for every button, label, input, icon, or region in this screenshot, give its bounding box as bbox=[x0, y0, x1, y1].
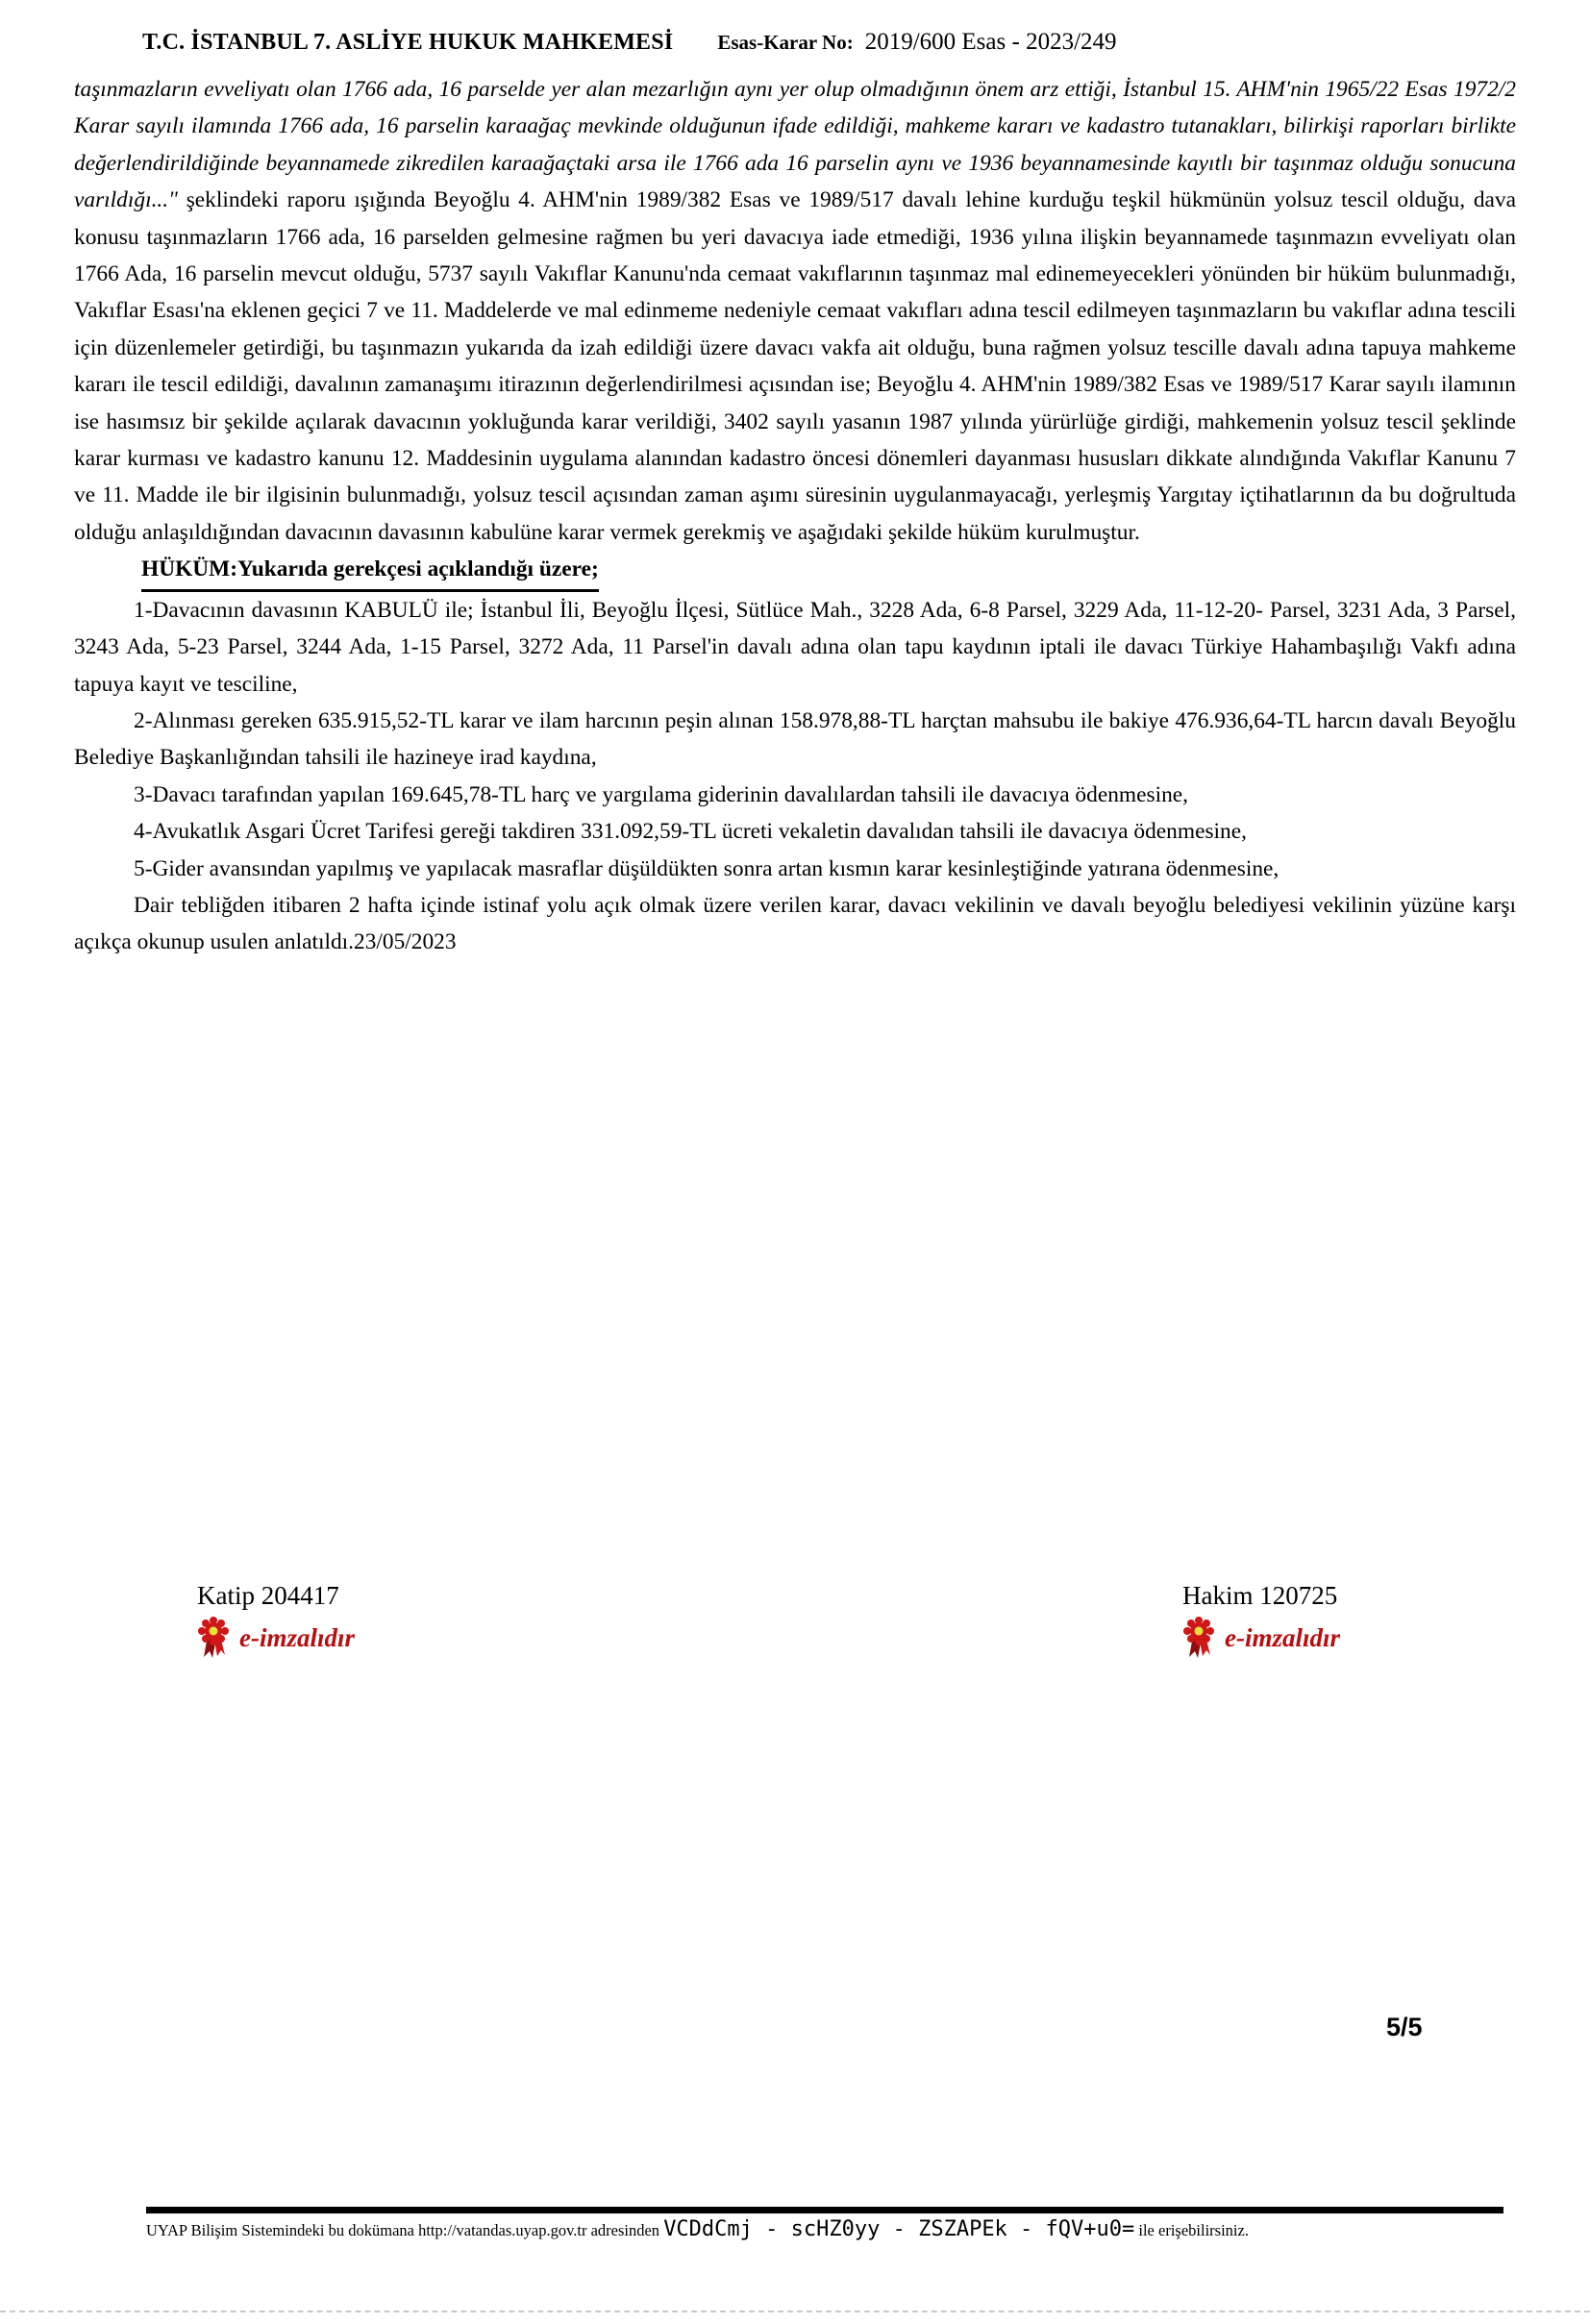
footer-access-line bbox=[146, 2217, 1503, 2241]
document-body bbox=[74, 71, 1516, 961]
court-title: T.C. İSTANBUL 7. ASLİYE HUKUK MAHKEMESİ bbox=[142, 30, 674, 55]
ruling-item-5: 5-Gider avansından yapılmış ve yapılacak masraflar düşüldükten sonra artan kısmın karar kesinleştiğinde yatırana ödenmesine, bbox=[134, 855, 1279, 881]
ruling-item-4: 4-Avukatlık Asgari Ücret Tarifesi gereği takdiren 331.092,59-TL ücreti vekaletin davalıdan tahsili ile davacıya ödenmesine, bbox=[134, 819, 1247, 845]
judge-title: Hakim 120725 bbox=[1182, 1581, 1338, 1610]
expert-report-quote: taşınmazların evveliyatı olan 1766 ada, 16 parselde yer alan mezarlığın aynı yer olup olmadığının önem arz ettiği, İstanbul 15. AHM'nin 1965/22 Esas 1972/2 Karar sayılı ilamında 1766 ada, 16 parselin karaağaç mevkinde olduğunun ifade edildiği, mahkeme kararı ve kadastro tutanakları, bilirkişi raporları birlikte değerlendirildiğinde beyannamede zikredilen karaağaçtaki arsa ile 1766 ada 16 parselin aynı ve 1936 beyannamesinde kayıtlı bir taşınmaz olduğu sonucuna varıldığı..." bbox=[74, 77, 1516, 213]
esas-karar-label: Esas-Karar No: bbox=[717, 31, 854, 54]
ruling-item-3: 3-Davacı tarafından yapılan 169.645,78-TL harç ve yargılama giderinin davalılardan tahsili ile davacıya ödenmesine, bbox=[134, 781, 1188, 807]
judge-esign-label: e-imzalıdır bbox=[1225, 1622, 1340, 1652]
ruling-item-2: 2-Alınması gereken 635.915,52-TL karar ve ilam harcının peşin alınan 158.978,88-TL harçtan mahsubu ile bakiye 476.936,64-TL harcın davalı Beyoğlu Belediye Başkanlığından tahsili ile hazineye irad kaydına, bbox=[74, 707, 1516, 771]
footer-access-code: VCDdCmj - scHZ0yy - ZSZAPEk - fQV+u0= bbox=[663, 2217, 1135, 2241]
e-seal-icon bbox=[197, 1617, 230, 1659]
footer bbox=[146, 2207, 1503, 2241]
footer-suffix: ile erişebilirsiniz. bbox=[1134, 2221, 1249, 2239]
clerk-title: Katip 204417 bbox=[197, 1581, 339, 1610]
e-seal-icon bbox=[1182, 1617, 1215, 1659]
hukum-heading: HÜKÜM:Yukarıda gerekçesi açıklandığı üzere; bbox=[141, 551, 599, 591]
esas-karar-value: 2019/600 Esas - 2023/249 bbox=[864, 29, 1117, 55]
ruling-item-1: 1-Davacının davasının KABULÜ ile; İstanbul İli, Beyoğlu İlçesi, Sütlüce Mah., 3228 Ada, 6-8 Parsel, 3229 Ada, 11-12-20- Parsel, 3231 Ada, 3 Parsel, 3243 Ada, 5-23 Parsel, 3244 Ada, 1-15 Parsel, 3272 Ada, 11 Parsel'in davalı adına olan tapu kaydının iptali ile davacı Türkiye Hahambaşılığı Vakfı adına tapuya kayıt ve tesciline, bbox=[74, 597, 1516, 697]
footer-prefix: UYAP Bilişim Sistemindeki bu dokümana http://vatandas.uyap.gov.tr adresinden bbox=[146, 2221, 664, 2239]
judge-signature-block bbox=[1182, 1581, 1586, 1659]
judge-esign-row bbox=[1182, 1617, 1586, 1659]
hukum-heading-row bbox=[74, 551, 1516, 591]
closing-paragraph: Dair tebliğden itibaren 2 hafta içinde istinaf yolu açık olmak üzere verilen karar, davacı vekilinin ve davalı beyoğlu belediyesi vekilinin yüzüne karşı açıkça okunup usulen anlatıldı.23/05/2023 bbox=[74, 892, 1516, 955]
clerk-esign-label: e-imzalıdır bbox=[239, 1622, 355, 1652]
clerk-esign-row bbox=[197, 1617, 601, 1659]
page-number: 5/5 bbox=[1386, 2013, 1423, 2041]
header bbox=[142, 29, 1532, 56]
clerk-signature-block bbox=[197, 1581, 601, 1659]
scan-artifact-line bbox=[0, 2311, 1590, 2312]
reasoning-text: şeklindeki raporu ışığında Beyoğlu 4. AHM'nin 1989/382 Esas ve 1989/517 davalı lehine kurduğu teşkil hükmünün yolsuz tescil olduğu, dava konusu taşınmazların 1766 ada, 16 parselden gelmesine rağmen bu yeri davacıya iade etmediği, 1936 yılına ilişkin beyannamede taşınmazın evveliyatı olan 1766 Ada, 16 parselin mevcut olduğu, 5737 sayılı Vakıflar Kanunu'nda cemaat vakıflarının taşınmaz mal edinemeyecekleri yönünden bir hüküm bulunmadığı, Vakıflar Esası'na eklenen geçici 7 ve 11. Maddelerde ve mal edinmeme nedeniyle cemaat vakıfları adına tescil edilmeyen taşınmazların bu vakıflar adına tescili için düzenlemeler getirdiği, bu taşınmazın yukarıda da izah edildiği üzere davacı vakfa ait olduğu, buna rağmen yolsuz tescille davalı adına tapuya mahkeme kararı ile tescil edildiği, davalının zamanaşımı itirazının değerlendirilmesi açısından ise; Beyoğlu 4. AHM'nin 1989/382 Esas ve 1989/517 Karar sayılı ilamının ise hasımsız bir şekilde açılarak davacının yokluğunda karar verildiği, 3402 sayılı yasanın 1987 yılında yürürlüğe girdiği, mahkemenin yolsuz tescil şeklinde karar kurması ve kadastro kanunu 12. Maddesinin uygulama alanından kadastro öncesi dönemleri dayanması hususları dikkate alındığında Vakıflar Kanunu 7 ve 11. Madde ile bir ilgisinin bulunmadığı, yolsuz tescil açısından zaman aşımı süresinin uygulanmayacağı, yerleşmiş Yargıtay içtihatlarının da bu doğrultuda olduğu anlaşıldığından davacının davasının kabulüne karar vermek gerekmiş ve aşağıdaki şekilde hüküm kurulmuştur. bbox=[74, 187, 1516, 545]
reasoning-paragraph bbox=[74, 71, 1516, 551]
footer-divider bbox=[146, 2207, 1503, 2213]
